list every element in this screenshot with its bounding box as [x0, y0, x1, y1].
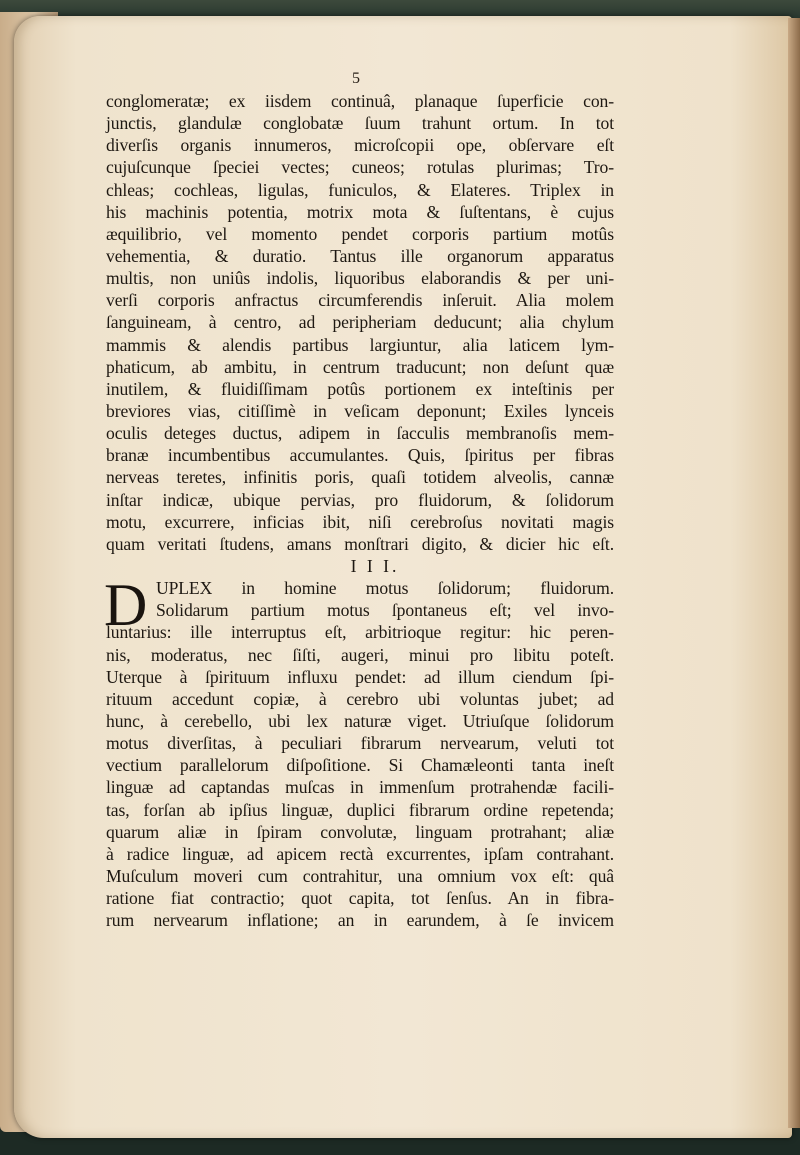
text-line: verſi corporis anfractus circumferendis inſeruit. Alia molem: [106, 290, 614, 311]
page-text: [106, 68, 614, 931]
text-line: Solidarum partium motus ſpontaneus eſt; vel invo-: [156, 600, 614, 621]
text-line: conglomeratæ; ex iisdem continuâ, planaque ſuperficie con-: [106, 91, 614, 111]
text-line: æquilibrio, vel momento pendet corporis partium motûs: [106, 223, 614, 244]
text-line: à radice linguæ, ad apicem rectà excurrentes, ipſam contrahant.: [106, 843, 614, 864]
paragraph-2: [104, 572, 614, 931]
text-line: nerveas teretes, infinitis poris, quaſi totidem alveolis, cannæ: [106, 467, 614, 488]
drop-cap: D: [104, 572, 148, 639]
text-line: inſtar indicæ, ubique pervias, pro fluidorum, & ſolidorum: [106, 489, 614, 510]
text-line: ratione fiat contractio; quot capita, tot ſenſus. An in fibra-: [106, 888, 614, 909]
text-line: quarum aliæ in ſpiram convolutæ, linguam protrahant; aliæ: [106, 821, 614, 842]
page-stack-edge: [788, 18, 800, 1128]
paragraph-1: [106, 90, 614, 555]
text-line: vehementia, & duratio. Tantus ille organorum apparatus: [106, 245, 614, 266]
text-line: motus diverſitas, à peculiari fibrarum nervearum, veluti tot: [106, 733, 614, 754]
text-line: cujuſcunque ſpeciei vectes; cuneos; rotulas plurimas; Tro-: [106, 157, 614, 178]
text-line: linguæ ad captandas muſcas in immenſum protrahendæ facili-: [106, 777, 614, 798]
text-line: breviores vias, citiſſimè in veſicam deponunt; Exiles lynceis: [106, 400, 614, 421]
text-line: luntarius: ille interruptus eſt, arbitrioque regitur: hic peren-: [106, 622, 614, 643]
text-line: tas, forſan ab ipſius linguæ, duplici fibrarum ordine repetenda;: [106, 799, 614, 820]
text-line: ſanguineam, à centro, ad peripheriam deducunt; alia chylum: [106, 312, 614, 333]
text-line: nis, moderatus, nec ſiſti, augeri, minui pro libitu poteſt.: [106, 644, 614, 665]
text-line: rum nervearum inflatione; an in earundem, à ſe invicem: [106, 910, 614, 931]
text-line: inutilem, & fluidiſſimam potûs portionem ex inteſtinis per: [106, 378, 614, 399]
page-number: 5: [352, 70, 360, 87]
text-line: motu, excurrere, inficias ibit, niſi cerebroſus novitati magis: [106, 511, 614, 532]
text-line: Uterque à ſpirituum influxu pendet: ad illum ciendum ſpi-: [106, 666, 614, 687]
text-line: multis, non uniûs indolis, liquoribus elaborandis & per uni-: [106, 268, 614, 289]
text-line: UPLEX in homine motus ſolidorum; fluidorum.: [156, 578, 614, 599]
text-line: vectium parallelorum diſpoſitione. Si Chamæleonti tanta ineſt: [106, 755, 614, 776]
text-line: quam veritati ſtudens, amans monſtrari digito, & dicier hic eſt.: [106, 533, 614, 554]
text-line: junctis, glandulæ conglobatæ ſuum trahunt ortum. In tot: [106, 113, 614, 134]
text-line: oculis deteges ductus, adipem in ſacculis membranoſis mem-: [106, 423, 614, 444]
text-line: rituum accedunt copiæ, à cerebro ubi voluntas jubet; ad: [106, 688, 614, 709]
text-line: branæ incumbentibus accumulantes. Quis, ſpiritus per fibras: [106, 445, 614, 466]
text-line: chleas; cochleas, ligulas, funiculos, & Elateres. Triplex in: [106, 179, 614, 200]
text-line: diverſis organis innumeros, microſcopii ope, obſervare eſt: [106, 135, 614, 156]
text-line: mammis & alendis partibus largiuntur, alia laticem lym-: [106, 334, 614, 355]
text-line: phaticum, ab ambitu, in centrum traducunt; non deſunt quæ: [106, 356, 614, 377]
section-heading: I I I.: [350, 555, 400, 576]
text-line: his machinis potentia, motrix mota & ſuſtentans, è cujus: [106, 201, 614, 222]
text-line: hunc, à cerebello, ubi lex naturæ viget. Utriuſque ſolidorum: [106, 710, 614, 731]
text-line: Muſculum moveri cum contrahitur, una omnium vox eſt: quâ: [106, 865, 614, 886]
